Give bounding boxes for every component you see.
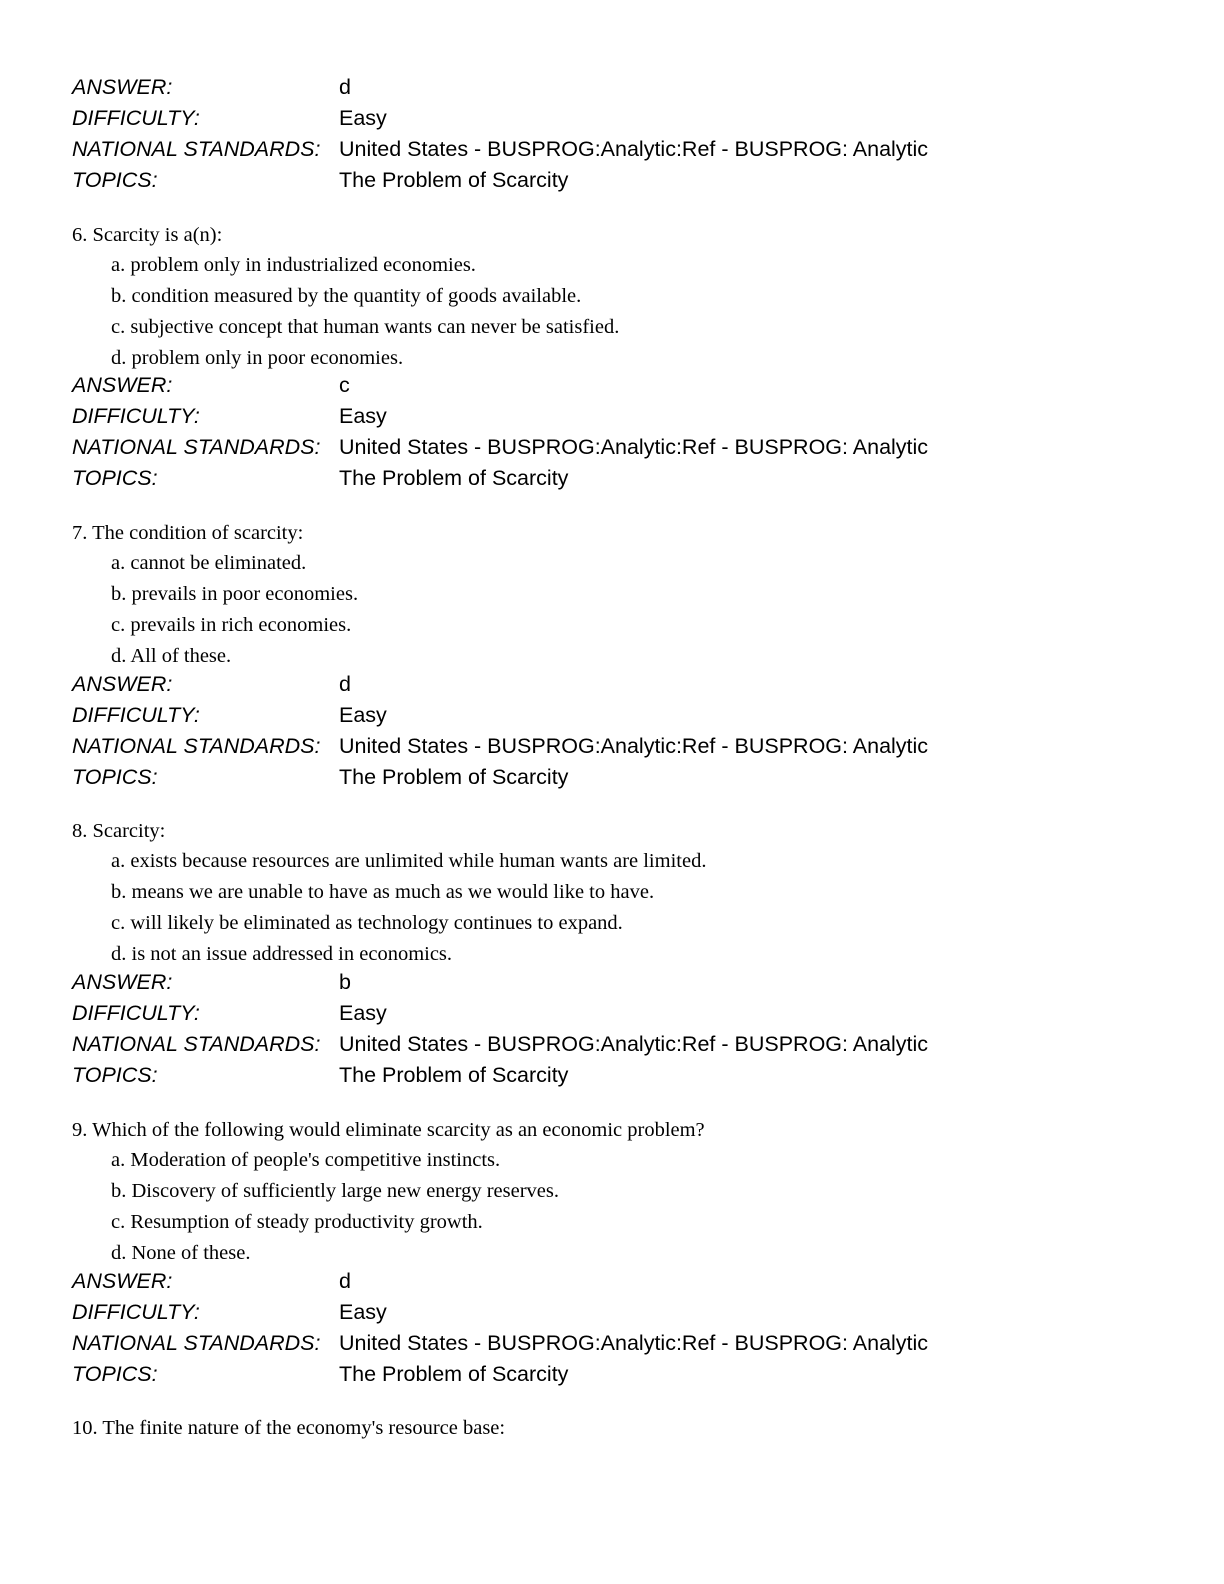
standards-value: United States - BUSPROG:Analytic:Ref - BUSPROG: Analytic bbox=[339, 734, 929, 758]
answer-option-c: c. subjective concept that human wants can never be satisfied. bbox=[111, 316, 620, 338]
question-5-metadata bbox=[72, 72, 928, 196]
answer-row bbox=[72, 967, 928, 998]
difficulty-label: DIFFICULTY: bbox=[72, 703, 200, 727]
question-8-metadata bbox=[72, 967, 928, 1091]
topics-row bbox=[72, 1359, 928, 1390]
topics-label: TOPICS: bbox=[72, 1063, 158, 1087]
answer-option-c: c. will likely be eliminated as technology continues to expand. bbox=[111, 912, 623, 934]
standards-label: NATIONAL STANDARDS: bbox=[72, 137, 321, 161]
question-stem: 9. Which of the following would eliminate scarcity as an economic problem? bbox=[72, 1119, 705, 1141]
answer-option-d: d. is not an issue addressed in economics. bbox=[111, 943, 453, 965]
difficulty-label: DIFFICULTY: bbox=[72, 404, 200, 428]
standards-value: United States - BUSPROG:Analytic:Ref - BUSPROG: Analytic bbox=[339, 1331, 929, 1355]
topics-row bbox=[72, 165, 928, 196]
answer-option-d: d. All of these. bbox=[111, 645, 232, 667]
answer-value: d bbox=[339, 1269, 351, 1293]
answer-value: d bbox=[339, 672, 351, 696]
answer-value: c bbox=[339, 373, 350, 397]
standards-label: NATIONAL STANDARDS: bbox=[72, 1331, 321, 1355]
difficulty-value: Easy bbox=[339, 1001, 387, 1025]
topics-label: TOPICS: bbox=[72, 765, 158, 789]
question-9 bbox=[72, 1115, 705, 1269]
difficulty-row bbox=[72, 998, 928, 1029]
answer-row bbox=[72, 370, 928, 401]
answer-option-c: c. Resumption of steady productivity growth. bbox=[111, 1211, 483, 1233]
difficulty-value: Easy bbox=[339, 106, 387, 130]
standards-label: NATIONAL STANDARDS: bbox=[72, 435, 321, 459]
answer-label: ANSWER: bbox=[72, 970, 173, 994]
answer-option-a: a. cannot be eliminated. bbox=[111, 552, 307, 574]
answer-option-a: a. Moderation of people's competitive instincts. bbox=[111, 1149, 501, 1171]
topics-label: TOPICS: bbox=[72, 1362, 158, 1386]
difficulty-row bbox=[72, 1297, 928, 1328]
question-7-metadata bbox=[72, 669, 928, 793]
answer-label: ANSWER: bbox=[72, 672, 173, 696]
difficulty-label: DIFFICULTY: bbox=[72, 106, 200, 130]
question-10 bbox=[72, 1413, 505, 1443]
question-6 bbox=[72, 220, 619, 374]
difficulty-label: DIFFICULTY: bbox=[72, 1300, 200, 1324]
answer-option-b: b. Discovery of sufficiently large new energy reserves. bbox=[111, 1180, 560, 1202]
standards-row bbox=[72, 731, 928, 762]
answer-option-b: b. prevails in poor economies. bbox=[111, 583, 359, 605]
answer-option-a: a. problem only in industrialized economies. bbox=[111, 254, 476, 276]
answer-option-c: c. prevails in rich economies. bbox=[111, 614, 352, 636]
topics-value: The Problem of Scarcity bbox=[339, 1362, 569, 1386]
difficulty-value: Easy bbox=[339, 404, 387, 428]
standards-row bbox=[72, 432, 928, 463]
topics-value: The Problem of Scarcity bbox=[339, 168, 569, 192]
difficulty-row bbox=[72, 401, 928, 432]
question-stem: 6. Scarcity is a(n): bbox=[72, 224, 223, 246]
standards-value: United States - BUSPROG:Analytic:Ref - BUSPROG: Analytic bbox=[339, 435, 929, 459]
difficulty-value: Easy bbox=[339, 1300, 387, 1324]
standards-value: United States - BUSPROG:Analytic:Ref - BUSPROG: Analytic bbox=[339, 137, 929, 161]
standards-row bbox=[72, 134, 928, 165]
difficulty-label: DIFFICULTY: bbox=[72, 1001, 200, 1025]
standards-row bbox=[72, 1328, 928, 1359]
answer-value: b bbox=[339, 970, 351, 994]
question-8 bbox=[72, 816, 706, 970]
topics-row bbox=[72, 762, 928, 793]
difficulty-row bbox=[72, 103, 928, 134]
topics-row bbox=[72, 1060, 928, 1091]
answer-row bbox=[72, 1266, 928, 1297]
question-7 bbox=[72, 518, 358, 672]
question-9-metadata bbox=[72, 1266, 928, 1390]
question-stem: 10. The finite nature of the economy's resource base: bbox=[72, 1417, 506, 1439]
standards-value: United States - BUSPROG:Analytic:Ref - BUSPROG: Analytic bbox=[339, 1032, 929, 1056]
answer-option-d: d. problem only in poor economies. bbox=[111, 347, 404, 369]
answer-option-b: b. condition measured by the quantity of goods available. bbox=[111, 285, 582, 307]
question-stem: 8. Scarcity: bbox=[72, 820, 166, 842]
topics-value: The Problem of Scarcity bbox=[339, 1063, 569, 1087]
topics-value: The Problem of Scarcity bbox=[339, 466, 569, 490]
answer-label: ANSWER: bbox=[72, 373, 173, 397]
answer-row bbox=[72, 669, 928, 700]
answer-row bbox=[72, 72, 928, 103]
topics-value: The Problem of Scarcity bbox=[339, 765, 569, 789]
question-6-metadata bbox=[72, 370, 928, 494]
standards-label: NATIONAL STANDARDS: bbox=[72, 734, 321, 758]
question-stem: 7. The condition of scarcity: bbox=[72, 522, 304, 544]
answer-label: ANSWER: bbox=[72, 1269, 173, 1293]
standards-label: NATIONAL STANDARDS: bbox=[72, 1032, 321, 1056]
topics-row bbox=[72, 463, 928, 494]
standards-row bbox=[72, 1029, 928, 1060]
answer-option-b: b. means we are unable to have as much as we would like to have. bbox=[111, 881, 655, 903]
answer-option-a: a. exists because resources are unlimited while human wants are limited. bbox=[111, 850, 707, 872]
answer-label: ANSWER: bbox=[72, 75, 173, 99]
answer-option-d: d. None of these. bbox=[111, 1242, 251, 1264]
answer-value: d bbox=[339, 75, 351, 99]
topics-label: TOPICS: bbox=[72, 466, 158, 490]
difficulty-row bbox=[72, 700, 928, 731]
topics-label: TOPICS: bbox=[72, 168, 158, 192]
difficulty-value: Easy bbox=[339, 703, 387, 727]
